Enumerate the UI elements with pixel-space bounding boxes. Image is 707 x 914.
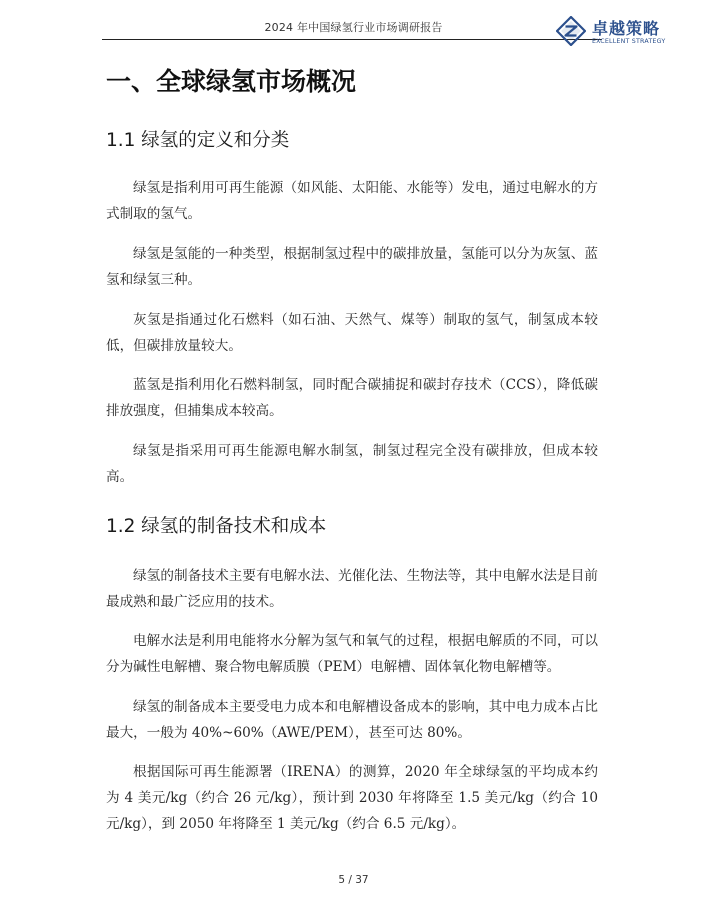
diamond-z-logo-icon: [556, 16, 586, 46]
paragraph: 绿氢是指利用可再生能源（如风能、太阳能、水能等）发电，通过电解水的方式制取的氢气。: [106, 180, 598, 222]
paragraph: 蓝氢是指利用化石燃料制氢，同时配合碳捕捉和碳封存技术（CCS），降低碳排放强度，但捕集成本较高。: [106, 377, 598, 419]
paragraph: 绿氢的制备成本主要受电力成本和电解槽设备成本的影响，其中电力成本占比最大，一般为 40%~60%（AWE/PEM），甚至可达 80%。: [106, 699, 598, 741]
header-divider: [102, 39, 602, 40]
logo-name-en: EXCELLENT STRATEGY: [592, 38, 666, 45]
chapter-title: 一、全球绿氢市场概况: [106, 67, 357, 96]
logo-name-cn: 卓越策略: [592, 19, 661, 38]
paragraph: 电解水法是利用电能将水分解为氢气和氧气的过程，根据电解质的不同，可以分为碱性电解槽、聚合物电解质膜（PEM）电解槽、固体氧化物电解槽等。: [106, 633, 598, 675]
paragraph: 灰氢是指通过化石燃料（如石油、天然气、煤等）制取的氢气，制氢成本较低，但碳排放量较大。: [106, 312, 598, 354]
paragraph: 绿氢的制备技术主要有电解水法、光催化法、生物法等，其中电解水法是目前最成熟和最广泛应用的技术。: [106, 568, 598, 610]
paragraph: 绿氢是氢能的一种类型，根据制氢过程中的碳排放量，氢能可以分为灰氢、蓝氢和绿氢三种。: [106, 246, 598, 288]
paragraph: 绿氢是指采用可再生能源电解水制氢，制氢过程完全没有碳排放，但成本较高。: [106, 443, 598, 485]
page-number: 5 / 37: [338, 874, 369, 886]
report-title: 2024 年中国绿氢行业市场调研报告: [264, 21, 443, 34]
paragraph: 根据国际可再生能源署（IRENA）的测算，2020 年全球绿氢的平均成本约为 4 美元/kg（约合 26 元/kg），预计到 2030 年将降至 1.5 美元/kg（约合 10 元/kg），到 2050 年将降至 1 美元/kg（约合 6.5 元/kg）。: [106, 764, 598, 832]
company-logo: [556, 14, 676, 50]
section-heading-1-1: 1.1 绿氢的定义和分类: [106, 130, 290, 151]
section-heading-1-2: 1.2 绿氢的制备技术和成本: [106, 516, 327, 537]
